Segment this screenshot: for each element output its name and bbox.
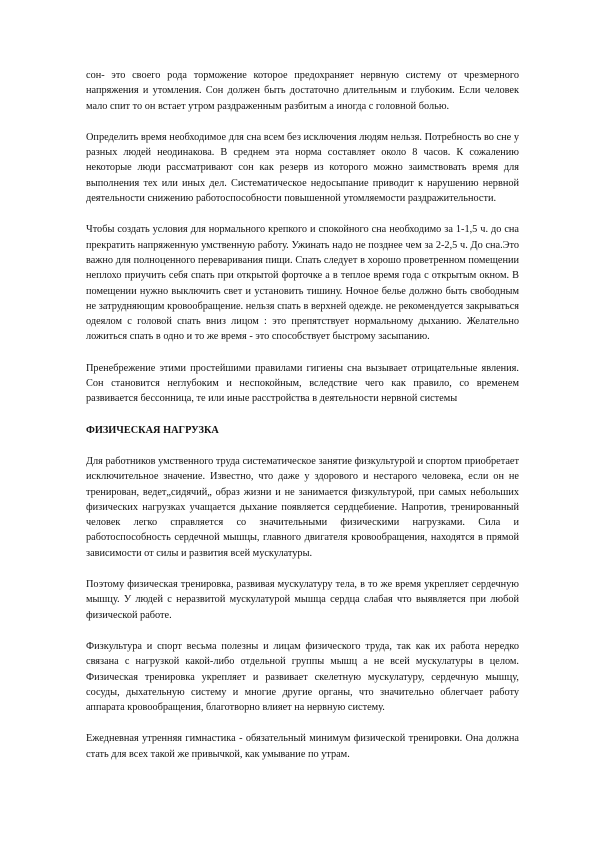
paragraph-mental-workers: Для работников умственного труда систематическое занятие физкультурой и спортом приобретает исключительное значение. Известно, что даже у здорового и нестарого человека, если он не тренирован, ведет„сидячий„ образ жизни и не занимается физкультурой, при самых небольших физических нагрузках учащается дыхание появляется сердцебиение. Напротив, тренированный человек легко справляется со значительными физическими нагрузками. Сила и работоспособность сердечной мышцы, главного двигателя кровообращения, находятся в прямой зависимости от силы и развития всей мускулатуры.	[86, 455, 519, 559]
paragraph-sleep-inhibition: сон- это своего рода торможение которое предохраняет нервную систему от чрезмерного напряжения и утомления. Сон должен быть достаточно длительным и глубоким. Если человек мало спит то он встает утром раздраженным разбитым а иногда с головной болью.	[86, 70, 519, 112]
section-heading-physical-load: ФИЗИЧЕСКАЯ НАГРУЗКА	[86, 424, 219, 436]
document-body	[86, 68, 519, 778]
paragraph-sleep-duration: Определить время необходимое для сна всем без исключения людям нельзя. Потребность во сне у разных людей неодинакова. В среднем эта норма составляет около 8 часов. К сожалению некоторые люди рассматривают сон как резерв из которого можно заимствовать время для выполнения тех или иных дел. Систематическое недосыпание приводит к нарушению нервной деятельности снижению работоспособности повышенной утомляемости раздражительности.	[86, 131, 519, 205]
paragraph-sleep-conditions: Чтобы создать условия для нормального крепкого и спокойного сна необходимо за 1-1,5 ч. до сна прекратить напряженную умственную работу. Ужинать надо не позднее чем за 2-2,5 ч. До сна.Это важно для полноценного переваривания пищи. Спать следует в хорошо проветренном помещении неплохо приучить себя спать при открытой форточке а в теплое время года с открытым окном. В помещении нужно выключить свет и установить тишину. Ночное белье должно быть свободным не затрудняющим кровообращение. нельзя спать в верхней одежде. не рекомендуется закрываться одеялом с головой спать вниз лицом : это препятствует нормальному дыханию. Желательно ложиться спать в одно и то же время - это способствует быстрому засыпанию.	[86, 224, 519, 343]
paragraph-sleep-neglect: Пренебрежение этими простейшими правилами гигиены сна вызывает отрицательные явления. Сон становится неглубоким и неспокойным, вследствие чего как правило, со временем развивается бессонница, те или иные расстройства в деятельности нервной системы	[86, 362, 519, 405]
paragraph-heart-muscle: Поэтому физическая тренировка, развивая мускулатуру тела, в то же время укрепляет сердечную мышцу. У людей с неразвитой мускулатурой мышца сердца слабая что выявляется при любой физической работе.	[86, 579, 519, 621]
paragraph-physical-workers: Физкультура и спорт весьма полезны и лицам физического труда, так как их работа нередко связана с нагрузкой какой-либо отдельной группы мышц а не всей мускулатуры в целом. Физическая тренировка укрепляет и развивает скелетную мускулатуру, сердечную мышцу, сосуды, дыхательную систему и многие другие органы, что значительно облегчает работу аппарата кровообращения, благотворно влияет на нервную систему.	[86, 640, 519, 714]
paragraph-morning-exercise: Ежедневная утренняя гимнастика - обязательный минимум физической тренировки. Она должна стать для всех такой же привычкой, как умывание по утрам.	[86, 733, 519, 760]
